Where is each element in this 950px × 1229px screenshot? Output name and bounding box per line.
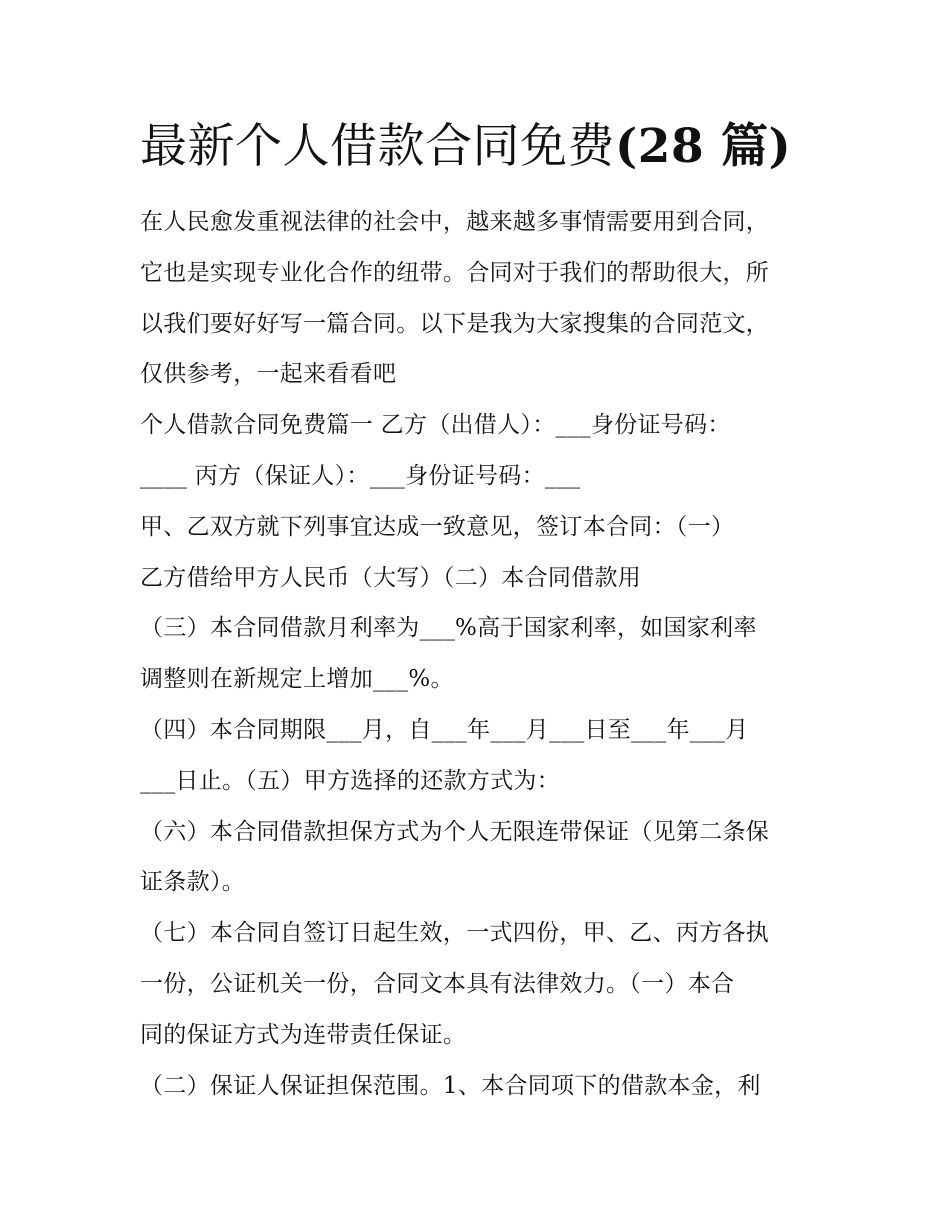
body-line: 仅供参考，一起来看看吧 — [140, 361, 397, 388]
body-line: （六）本合同借款担保方式为个人无限连带保证（见第二条保 — [140, 818, 770, 845]
body-line: （四）本合同期限___月，自___年___月___日至___年___月 — [140, 716, 749, 743]
body-line: 个人借款合同免费篇一 乙方（出借人）：___身份证号码： — [140, 412, 731, 439]
document-body — [140, 197, 820, 1111]
body-line: （二）保证人保证担保范围。1、本合同项下的借款本金，利 — [140, 1072, 761, 1099]
body-line: 同的保证方式为连带责任保证。 — [140, 1021, 467, 1048]
body-line: ____ 丙方（保证人）：___身份证号码：___ — [140, 462, 581, 489]
body-line: 在人民愈发重视法律的社会中，越来越多事情需要用到合同， — [140, 209, 770, 235]
body-line: 证条款）。 — [140, 869, 245, 896]
body-line: 一份，公证机关一份，合同文本具有法律效力。（一）本合 — [140, 970, 735, 997]
body-line: ___日止。（五）甲方选择的还款方式为： — [140, 767, 560, 794]
body-line: 调整则在新规定上增加___%。 — [140, 666, 454, 693]
body-line: （三）本合同借款月利率为___%高于国家利率，如国家利率 — [140, 615, 757, 642]
body-line: （七）本合同自签订日起生效，一式四份，甲、乙、丙方各执 — [140, 920, 770, 947]
document-title — [140, 112, 860, 182]
body-line: 它也是实现专业化合作的纽带。合同对于我们的帮助很大，所 — [140, 259, 770, 286]
body-line: 甲、乙双方就下列事宜达成一致意见，签订本合同：（一） — [140, 513, 735, 540]
document-title-count: (28 篇) — [615, 119, 792, 174]
document-title-cn: 最新个人借款合同免费 — [140, 119, 615, 174]
body-line: 乙方借给甲方人民币（大写）（二）本合同借款用 — [140, 564, 642, 591]
body-line: 以我们要好好写一篇合同。以下是我为大家搜集的合同范文， — [140, 310, 770, 337]
